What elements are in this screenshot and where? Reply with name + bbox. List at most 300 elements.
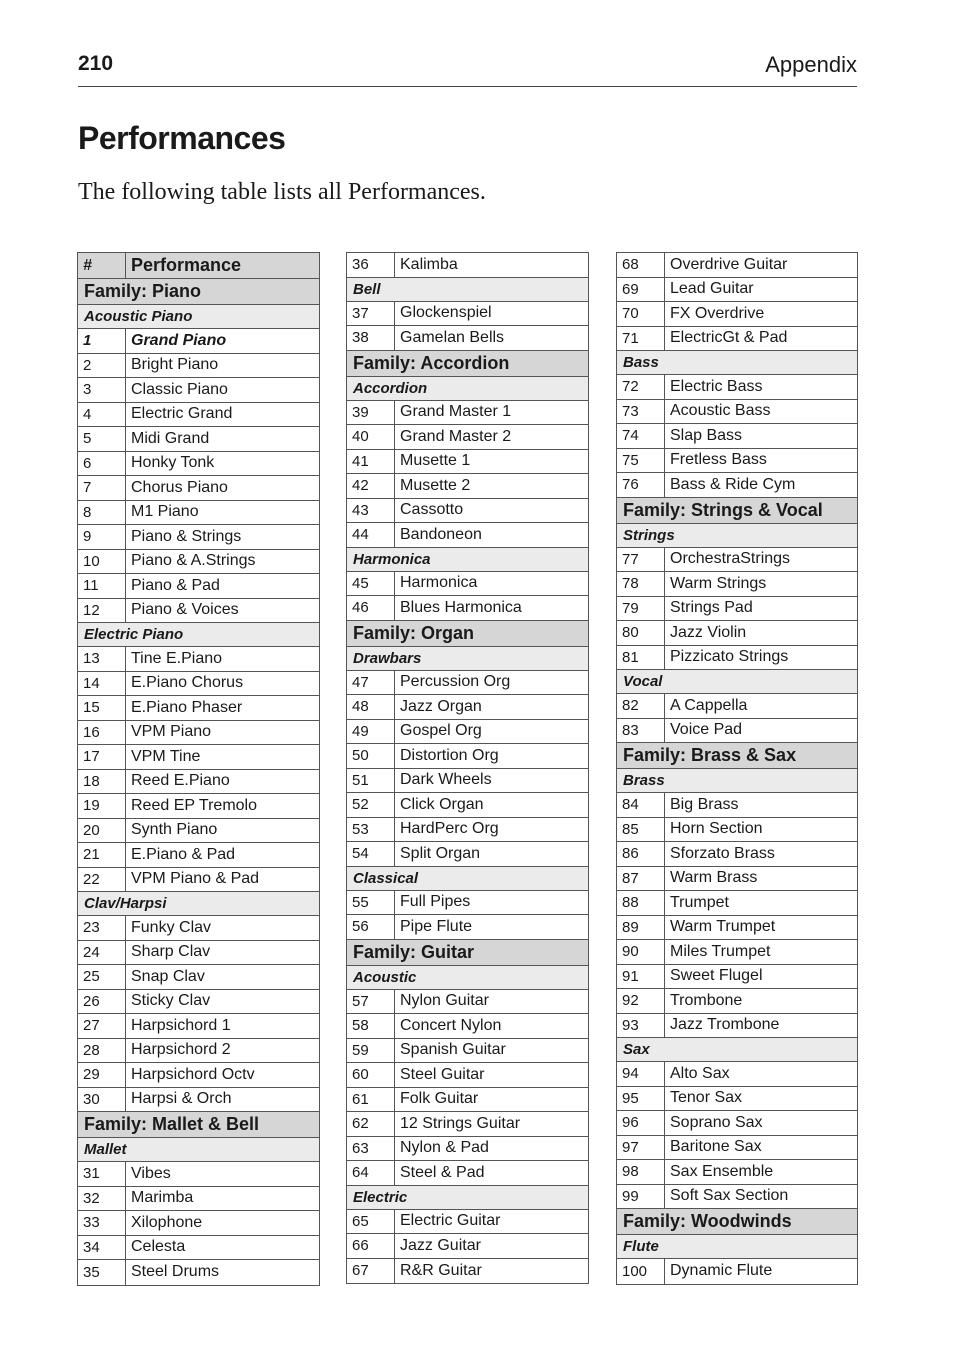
performance-number: 60 [347, 1063, 395, 1087]
table-row [617, 916, 857, 941]
performance-name: E.Piano Phaser [131, 698, 243, 716]
performance-number: 70 [617, 302, 665, 326]
performance-name: Big Brass [670, 795, 739, 813]
table-row [347, 720, 588, 745]
page-title: Performances [78, 120, 286, 156]
performance-table-column-2 [346, 252, 589, 1284]
performance-name: Trombone [670, 991, 743, 1009]
performance-name: Celesta [131, 1238, 186, 1256]
performance-number: 89 [617, 916, 665, 940]
performance-number: 94 [617, 1062, 665, 1086]
performance-name: Folk Guitar [400, 1090, 479, 1108]
performance-name: Gospel Org [400, 722, 482, 740]
performance-name: Piano & Voices [131, 601, 239, 619]
performance-name: Jazz Violin [670, 623, 747, 641]
performance-name: Dynamic Flute [670, 1262, 773, 1280]
table-row [347, 302, 588, 327]
table-row [617, 793, 857, 818]
performance-number: 72 [617, 375, 665, 399]
table-row [617, 424, 857, 449]
performance-number: 86 [617, 842, 665, 866]
table-row [347, 915, 588, 940]
performance-number: 18 [78, 770, 126, 794]
performance-table-column-3 [616, 252, 858, 1285]
table-row [617, 1185, 857, 1210]
performance-name: Harmonica [400, 574, 478, 592]
table-row [347, 1063, 588, 1088]
performance-number: 38 [347, 326, 395, 350]
family-heading: Family: Woodwinds [617, 1209, 857, 1235]
table-row [78, 1211, 319, 1236]
performance-number: 30 [78, 1088, 126, 1112]
table-row [347, 1234, 588, 1259]
performance-name: Sharp Clav [131, 943, 211, 961]
performance-number: 56 [347, 915, 395, 939]
performance-number: 23 [78, 916, 126, 940]
table-row [347, 1137, 588, 1162]
table-row [617, 449, 857, 474]
performance-name: Percussion Org [400, 673, 511, 691]
family-heading: Family: Brass & Sax [617, 743, 857, 769]
performance-number: 73 [617, 400, 665, 424]
table-row [78, 794, 319, 819]
table-row [78, 354, 319, 379]
performance-number: 74 [617, 424, 665, 448]
table-row [78, 550, 319, 575]
performance-name: Voice Pad [670, 721, 743, 739]
table-row [78, 1260, 319, 1285]
performance-name: Electric Grand [131, 405, 233, 423]
table-row [347, 326, 588, 351]
performance-name: Lead Guitar [670, 280, 754, 298]
table-row [347, 596, 588, 621]
table-row [78, 696, 319, 721]
performance-name: Concert Nylon [400, 1016, 502, 1034]
category-heading: Mallet [78, 1138, 319, 1162]
performance-number: 63 [347, 1137, 395, 1161]
table-row [617, 891, 857, 916]
table-row [617, 473, 857, 498]
table-row [347, 671, 588, 696]
table-row [78, 647, 319, 672]
performance-number: 99 [617, 1185, 665, 1209]
performance-name: Electric Bass [670, 377, 763, 395]
table-row [347, 523, 588, 548]
table-row [347, 1259, 588, 1284]
performance-number: 71 [617, 327, 665, 351]
performance-number: 66 [347, 1234, 395, 1258]
table-row [617, 327, 857, 352]
performance-number: 14 [78, 672, 126, 696]
table-row [78, 770, 319, 795]
performance-name: Bass & Ride Cym [670, 475, 796, 493]
performance-name: Distortion Org [400, 746, 499, 764]
performance-number: 81 [617, 646, 665, 670]
performance-number: 8 [78, 501, 126, 525]
performance-name: Steel Guitar [400, 1065, 485, 1083]
performance-name: Strings Pad [670, 599, 753, 617]
table-row [347, 818, 588, 843]
category-heading: Sax [617, 1038, 857, 1062]
table-header-row [78, 253, 319, 279]
performance-number: 16 [78, 721, 126, 745]
table-row [347, 1088, 588, 1113]
category-heading: Accordion [347, 377, 588, 401]
performance-name: Fretless Bass [670, 451, 767, 469]
performance-number: 6 [78, 452, 126, 476]
performance-table-column-1 [77, 252, 320, 1286]
performance-number: 1 [78, 329, 126, 353]
table-row [617, 842, 857, 867]
performance-name: Sforzato Brass [670, 844, 775, 862]
performance-number: 97 [617, 1136, 665, 1160]
performance-name: Piano & Strings [131, 527, 242, 545]
performance-name: Spanish Guitar [400, 1041, 506, 1059]
performance-name: Funky Clav [131, 918, 212, 936]
performance-name: Harpsichord 2 [131, 1041, 231, 1059]
performance-number: 100 [617, 1259, 665, 1284]
family-heading: Family: Piano [78, 279, 319, 305]
performance-number: 44 [347, 523, 395, 547]
table-row [347, 1014, 588, 1039]
performance-number: 47 [347, 671, 395, 695]
table-row [617, 646, 857, 671]
performance-number: 4 [78, 403, 126, 427]
performance-number: 42 [347, 474, 395, 498]
performance-number: 29 [78, 1063, 126, 1087]
performance-name: Pipe Flute [400, 917, 473, 935]
performance-name: Tine E.Piano [131, 649, 223, 667]
performance-name: Marimba [131, 1189, 194, 1207]
performance-number: 20 [78, 819, 126, 843]
performance-name: Warm Trumpet [670, 918, 776, 936]
performance-name: Sax Ensemble [670, 1162, 774, 1180]
performance-name: Full Pipes [400, 893, 471, 911]
performance-name: VPM Piano [131, 723, 212, 741]
table-row [347, 425, 588, 450]
performance-name: Grand Piano [131, 331, 227, 349]
category-heading: Harmonica [347, 548, 588, 572]
performance-number: 98 [617, 1160, 665, 1184]
performance-name: Classic Piano [131, 380, 228, 398]
table-row [78, 501, 319, 526]
table-row [347, 793, 588, 818]
performance-name: VPM Tine [131, 747, 201, 765]
table-row [78, 574, 319, 599]
performance-number: 55 [347, 891, 395, 915]
performance-name: Piano & A.Strings [131, 552, 256, 570]
performance-number: 9 [78, 525, 126, 549]
performance-name: Sweet Flugel [670, 967, 763, 985]
performance-number: 76 [617, 473, 665, 497]
table-row [617, 694, 857, 719]
table-row [617, 1014, 857, 1039]
performance-name: Dark Wheels [400, 771, 492, 789]
performance-name: Steel Drums [131, 1263, 220, 1281]
performance-number: 17 [78, 745, 126, 769]
category-heading: Bell [347, 278, 588, 302]
table-row [617, 253, 857, 278]
performance-number: 15 [78, 696, 126, 720]
table-row [78, 1063, 319, 1088]
performance-number: 2 [78, 354, 126, 378]
table-row [347, 1161, 588, 1186]
performance-name: Electric Guitar [400, 1212, 501, 1230]
performance-number: 35 [78, 1260, 126, 1285]
performance-name: Pizzicato Strings [670, 648, 789, 666]
category-heading: Acoustic [347, 966, 588, 990]
table-row [617, 989, 857, 1014]
table-row [78, 819, 319, 844]
table-row [78, 941, 319, 966]
performance-name: Chorus Piano [131, 478, 228, 496]
performance-number: 50 [347, 744, 395, 768]
family-heading: Family: Mallet & Bell [78, 1112, 319, 1138]
performance-name: Midi Grand [131, 429, 210, 447]
performance-number: 65 [347, 1210, 395, 1234]
table-row [78, 476, 319, 501]
performance-number: 59 [347, 1039, 395, 1063]
table-row [347, 253, 588, 278]
performance-number: 3 [78, 378, 126, 402]
performance-number: 79 [617, 597, 665, 621]
table-row [617, 867, 857, 892]
performance-number: 24 [78, 941, 126, 965]
number-column-header: # [78, 253, 126, 278]
performance-name: Grand Master 1 [400, 403, 512, 421]
performance-name: Warm Brass [670, 869, 758, 887]
table-row [617, 572, 857, 597]
category-heading: Electric [347, 1186, 588, 1210]
performance-number: 49 [347, 720, 395, 744]
performance-number: 83 [617, 719, 665, 743]
performance-name: Nylon & Pad [400, 1139, 489, 1157]
table-row [347, 499, 588, 524]
table-row [78, 452, 319, 477]
table-row [347, 769, 588, 794]
table-row [78, 329, 319, 354]
performance-name: Cassotto [400, 501, 464, 519]
performance-name: VPM Piano & Pad [131, 870, 260, 888]
performance-number: 34 [78, 1236, 126, 1260]
performance-number: 69 [617, 278, 665, 302]
table-row [347, 450, 588, 475]
table-row [78, 1088, 319, 1113]
performance-number: 53 [347, 818, 395, 842]
table-row [617, 1062, 857, 1087]
family-heading: Family: Guitar [347, 940, 588, 966]
performance-number: 46 [347, 596, 395, 620]
table-row [617, 940, 857, 965]
performance-number: 28 [78, 1039, 126, 1063]
performance-number: 43 [347, 499, 395, 523]
performance-name: M1 Piano [131, 503, 199, 521]
table-row [617, 965, 857, 990]
table-row [617, 1160, 857, 1185]
performance-number: 64 [347, 1161, 395, 1185]
table-row [347, 401, 588, 426]
performance-name: Bright Piano [131, 356, 219, 374]
performance-number: 22 [78, 868, 126, 892]
performance-number: 37 [347, 302, 395, 326]
table-row [347, 891, 588, 916]
category-heading: Strings [617, 524, 857, 548]
performance-number: 45 [347, 572, 395, 596]
performance-number: 91 [617, 965, 665, 989]
performance-name: Tenor Sax [670, 1089, 743, 1107]
performance-name: Sticky Clav [131, 992, 211, 1010]
performance-number: 12 [78, 599, 126, 623]
performance-name: Jazz Organ [400, 697, 482, 715]
performance-name: Honky Tonk [131, 454, 215, 472]
table-row [617, 400, 857, 425]
table-row [78, 1236, 319, 1261]
family-heading: Family: Accordion [347, 351, 588, 377]
performance-name: Grand Master 2 [400, 427, 512, 445]
performance-number: 75 [617, 449, 665, 473]
performance-name: Snap Clav [131, 967, 205, 985]
table-row [617, 375, 857, 400]
performance-number: 31 [78, 1162, 126, 1186]
performance-number: 40 [347, 425, 395, 449]
performance-name: Overdrive Guitar [670, 255, 788, 273]
performance-name: Xilophone [131, 1213, 203, 1231]
performance-name: Miles Trumpet [670, 942, 771, 960]
table-row [617, 621, 857, 646]
performance-number: 7 [78, 476, 126, 500]
performance-number: 87 [617, 867, 665, 891]
category-heading: Brass [617, 769, 857, 793]
performance-name: FX Overdrive [670, 304, 765, 322]
performance-number: 21 [78, 843, 126, 867]
performance-column-header: Performance [131, 255, 242, 275]
table-row [78, 427, 319, 452]
performance-number: 36 [347, 253, 395, 277]
performance-number: 61 [347, 1088, 395, 1112]
performance-number: 68 [617, 253, 665, 277]
performance-name: Slap Bass [670, 426, 743, 444]
performance-number: 32 [78, 1187, 126, 1211]
table-row [78, 672, 319, 697]
performance-name: Trumpet [670, 893, 729, 911]
performance-number: 80 [617, 621, 665, 645]
table-row [78, 403, 319, 428]
performance-name: Harpsichord Octv [131, 1065, 255, 1083]
performance-name: Split Organ [400, 844, 481, 862]
table-row [617, 302, 857, 327]
table-row [78, 599, 319, 624]
performance-number: 82 [617, 694, 665, 718]
performance-number: 96 [617, 1111, 665, 1135]
table-row [78, 378, 319, 403]
performance-number: 85 [617, 818, 665, 842]
table-row [78, 1187, 319, 1212]
table-row [347, 572, 588, 597]
performance-name: Alto Sax [670, 1064, 730, 1082]
section-name: Appendix [765, 52, 857, 77]
page-header [78, 52, 857, 87]
table-row [347, 695, 588, 720]
table-row [347, 744, 588, 769]
performance-name: E.Piano Chorus [131, 674, 244, 692]
performance-number: 93 [617, 1014, 665, 1038]
performance-name: Vibes [131, 1164, 171, 1182]
performance-number: 33 [78, 1211, 126, 1235]
family-heading: Family: Organ [347, 621, 588, 647]
category-heading: Classical [347, 867, 588, 891]
performance-name: Horn Section [670, 820, 763, 838]
table-row [347, 1112, 588, 1137]
performance-number: 58 [347, 1014, 395, 1038]
table-row [617, 1087, 857, 1112]
table-row [347, 1039, 588, 1064]
performance-name: Reed EP Tremolo [131, 796, 257, 814]
performance-number: 10 [78, 550, 126, 574]
table-row [347, 842, 588, 867]
family-heading: Family: Strings & Vocal [617, 498, 857, 524]
table-row [78, 721, 319, 746]
performance-name: Nylon Guitar [400, 992, 489, 1010]
performance-number: 26 [78, 990, 126, 1014]
performance-number: 51 [347, 769, 395, 793]
performance-number: 41 [347, 450, 395, 474]
performance-number: 39 [347, 401, 395, 425]
performance-name: Harpsi & Orch [131, 1090, 232, 1108]
performance-name: HardPerc Org [400, 820, 499, 838]
performance-name: R&R Guitar [400, 1261, 482, 1279]
table-row [347, 990, 588, 1015]
table-row [78, 1162, 319, 1187]
table-row [617, 719, 857, 744]
performance-name: Glockenspiel [400, 304, 492, 322]
performance-number: 67 [347, 1259, 395, 1284]
performance-number: 19 [78, 794, 126, 818]
table-row [78, 525, 319, 550]
table-row [617, 1136, 857, 1161]
category-heading: Vocal [617, 670, 857, 694]
table-row [617, 1111, 857, 1136]
performance-number: 13 [78, 647, 126, 671]
performance-name: Piano & Pad [131, 576, 220, 594]
performance-number: 25 [78, 965, 126, 989]
category-heading: Flute [617, 1235, 857, 1259]
performance-name: Acoustic Bass [670, 402, 771, 420]
table-row [78, 843, 319, 868]
performance-number: 48 [347, 695, 395, 719]
performance-name: Gamelan Bells [400, 328, 505, 346]
table-row [78, 990, 319, 1015]
performance-number: 62 [347, 1112, 395, 1136]
performance-name: Kalimba [400, 255, 458, 273]
performance-name: 12 Strings Guitar [400, 1114, 521, 1132]
category-heading: Clav/Harpsi [78, 892, 319, 916]
table-row [617, 597, 857, 622]
table-row [78, 965, 319, 990]
performance-name: A Cappella [670, 696, 748, 714]
performance-number: 95 [617, 1087, 665, 1111]
performance-number: 27 [78, 1014, 126, 1038]
table-row [78, 916, 319, 941]
performance-name: Warm Strings [670, 574, 767, 592]
performance-name: Musette 1 [400, 452, 471, 470]
performance-number: 57 [347, 990, 395, 1014]
table-row [617, 548, 857, 573]
performance-number: 11 [78, 574, 126, 598]
performance-name: OrchestraStrings [670, 550, 791, 568]
performance-name: Jazz Guitar [400, 1236, 481, 1254]
performance-number: 84 [617, 793, 665, 817]
category-heading: Electric Piano [78, 623, 319, 647]
